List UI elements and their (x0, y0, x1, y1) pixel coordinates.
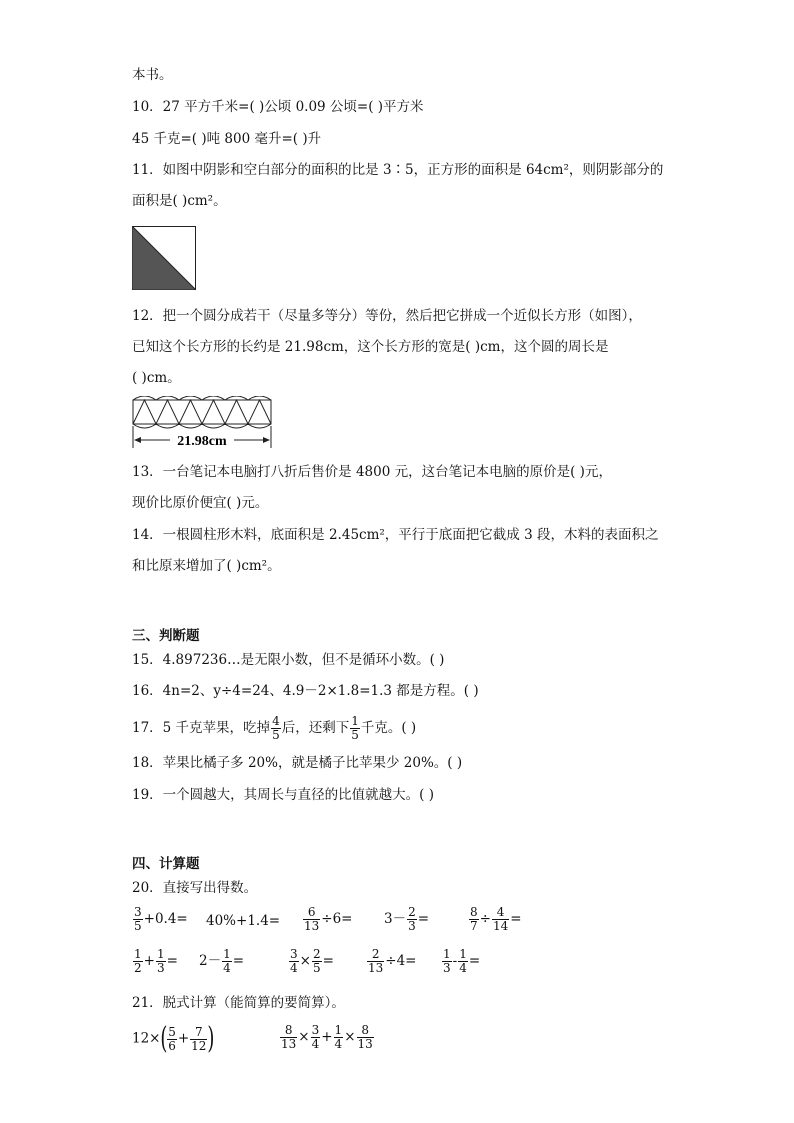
fraction: $\frac{1}{5}$ (351, 714, 359, 742)
calc-item: $\frac{1}{2}$ + $\frac{1}{3}$ = (134, 947, 178, 975)
calc-item: 40%+1.4= (206, 913, 281, 929)
circle-rectangle-figure (132, 396, 274, 450)
q17-text-post: 千克。( ) (360, 720, 417, 736)
shaded-square-figure (132, 226, 196, 290)
question-18: 18．苹果比橘子多 20%，就是橘子比苹果少 20%。( ) (132, 755, 463, 771)
question-13-line2: 现价比原价便宜( )元。 (132, 495, 269, 511)
question-19: 19．一个圆越大，其周长与直径的比值就越大。( ) (132, 787, 435, 803)
calc-expression-1: 12×( $\frac{5}{6}$ + $\frac{7}{12}$ ) (132, 1021, 215, 1056)
question-21: 21．脱式计算（能简算的要简算）。 (132, 995, 345, 1011)
calc-item: 3－ $\frac{2}{3}$ = (384, 905, 430, 933)
section-title-judge: 三、判断题 (132, 628, 200, 644)
question-10-line1: 10．27 平方千米=( )公顷 0.09 公顷=( )平方米 (132, 99, 424, 115)
calc-item: $\frac{8}{7}$ ÷ $\frac{4}{14}$ = (470, 905, 522, 933)
question-17 (132, 713, 416, 743)
fraction: $\frac{4}{5}$ (272, 714, 280, 742)
text-line: 本书。 (132, 67, 173, 83)
calc-item: $\frac{3}{5}$ +0.4= (134, 905, 188, 933)
question-10-line2: 45 千克=( )吨 800 毫升=( )升 (132, 131, 322, 147)
question-11-line1: 11．如图中阴影和空白部分的面积的比是 3∶5，正方形的面积是 64cm²，则阴影部分的 (132, 162, 664, 178)
question-15: 15．4.897236…是无限小数，但不是循环小数。( ) (132, 652, 445, 668)
question-11-line2: 面积是( )cm²。 (132, 193, 227, 209)
calc-item: $\frac{1}{3}$ - $\frac{1}{4}$ = (443, 947, 481, 975)
q17-text-mid: 后，还剩下 (281, 720, 350, 736)
calc-item: 2－ $\frac{1}{4}$ = (199, 947, 245, 975)
question-13-line1: 13．一台笔记本电脑打八折后售价是 4800 元，这台笔记本电脑的原价是( )元， (132, 464, 612, 480)
calc-expression-2: $\frac{8}{13}$ × $\frac{3}{4}$ + $\frac{1}{4}$ × $\frac{8}{13}$ (281, 1023, 373, 1051)
question-20: 20．直接写出得数。 (132, 880, 258, 896)
calc-item: $\frac{6}{13}$ ÷6= (304, 905, 353, 933)
figure-length-label: 21.98cm (177, 434, 227, 449)
question-14-line1: 14．一根圆柱形木料，底面积是 2.45cm²，平行于底面把它截成 3 段，木料的表面积之 (132, 527, 659, 543)
question-12-line3: ( )cm。 (132, 370, 181, 386)
question-16: 16．4n=2、y÷4=24、4.9－2×1.8=1.3 都是方程。( ) (132, 683, 479, 699)
q17-text-pre: 17．5 千克苹果，吃掉 (132, 720, 271, 736)
calc-item: $\frac{2}{13}$ ÷4= (368, 947, 417, 975)
question-12-line2: 已知这个长方形的长约是 21.98cm，这个长方形的宽是( )cm，这个圆的周长是 (132, 339, 609, 355)
question-14-line2: 和比原来增加了( )cm²。 (132, 558, 281, 574)
calc-item: $\frac{3}{4}$ × $\frac{2}{5}$ = (290, 947, 334, 975)
section-title-calc: 四、计算题 (132, 856, 200, 872)
question-12-line1: 12．把一个圆分成若干（尽量多等分）等份，然后把它拼成一个近似长方形（如图）， (132, 308, 642, 324)
